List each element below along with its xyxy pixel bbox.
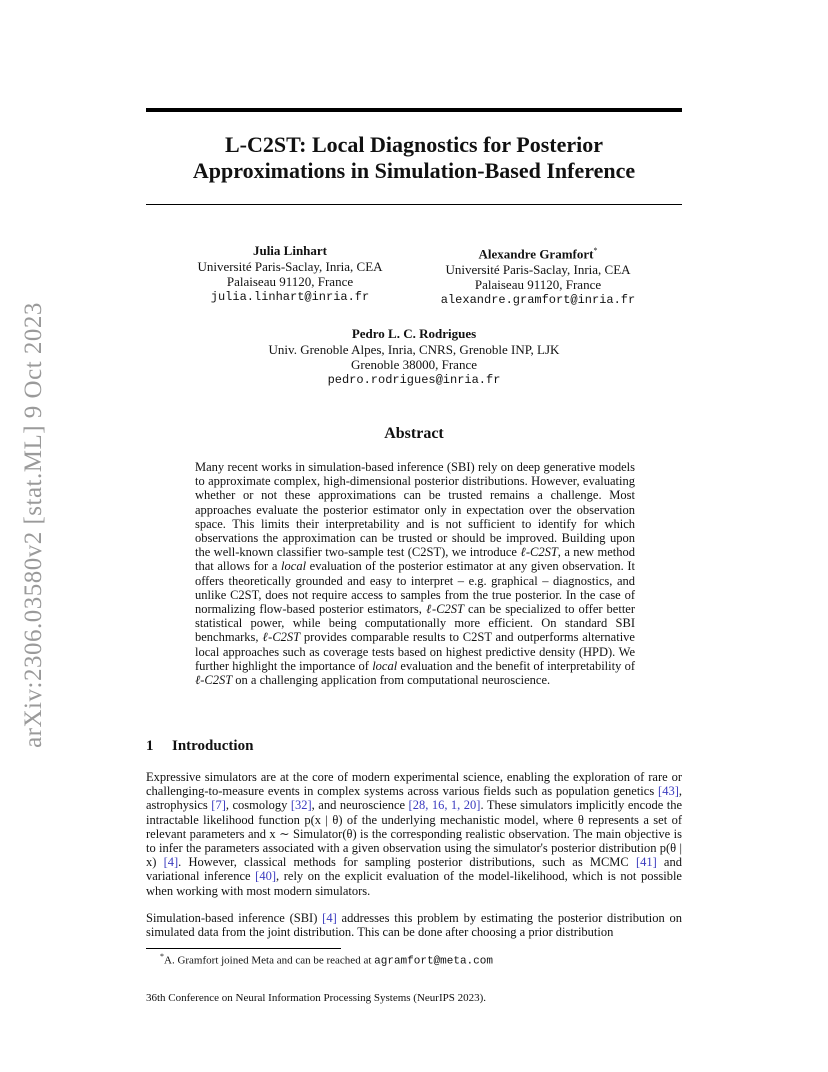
citation-link[interactable]: [32] (290, 798, 312, 813)
footnote-email[interactable]: agramfort@meta.com (374, 955, 493, 968)
author-address: Grenoble 38000, France (351, 357, 477, 372)
citation-link[interactable]: [43] (658, 784, 679, 799)
citation-link[interactable]: [41] (635, 855, 657, 870)
abstract-heading: Abstract (384, 425, 444, 442)
author-name: Julia Linhart (252, 243, 328, 258)
author-email[interactable]: julia.linhart@inria.fr (210, 289, 370, 304)
citation-link[interactable]: [40] (255, 869, 276, 884)
title-line-1: L-C2ST: Local Diagnostics for Posterior (224, 132, 604, 157)
section-title: Introduction (172, 738, 254, 754)
author-address: Palaiseau 91120, France (474, 277, 602, 293)
citation-link[interactable]: [7] (211, 798, 226, 813)
arxiv-id: arXiv:2306.03580v2 [stat.ML] 9 Oct 2023 (20, 302, 47, 748)
author-footnote-mark: * (593, 246, 598, 255)
author-affiliation: Université Paris-Saclay, Inria, CEA (197, 258, 383, 274)
author-name: Alexandre Gramfort* (478, 246, 598, 262)
title-line-2: Approximations in Simulation-Based Inference (192, 158, 636, 183)
author-email[interactable]: alexandre.gramfort@inria.fr (440, 292, 636, 307)
author-block-2 (428, 243, 648, 308)
footnote-rule (146, 948, 341, 949)
author-name: Pedro L. C. Rodrigues (351, 326, 477, 341)
section-number: 1 (146, 738, 154, 754)
author-affiliation: Univ. Grenoble Alpes, Inria, CNRS, Grenoble INP, LJK (268, 341, 560, 357)
author-email[interactable]: pedro.rodrigues@inria.fr (327, 372, 501, 387)
abstract-text: Many recent works in simulation-based inference (SBI) rely on deep generative models to approximate complex, high-dimensional posterior distributions. However, evaluating whether or not these approximations can be trusted remains a challenge. Most approaches evaluate the posterior estimator only in expectation over the observation space. This limits their interpretability and is not sufficient to identify for which observations the approximation can be trusted or should be improved. Building upon the well-known classifier two-sample test (C2ST), we introduce ℓ-C2ST, a new method that allows for a local evaluation of the posterior estimator at any given observation. It offers theoretically grounded and easy to interpret – e.g. graphical – diagnostics, and unlike C2ST, does not require access to samples from the true posterior. In the case of normalizing flow-based posterior estimators, ℓ-C2ST can be specialized to offer better statistical power, while being computationally more efficient. On standard SBI benchmarks, ℓ-C2ST provides comparable results to C2ST and outperforms alternative local approaches such as coverage tests based on highest predictive density (HPD). We further highlight the importance of local evaluation and the benefit of interpretability of ℓ-C2ST on a challenging application from computational neuroscience. (195, 460, 635, 688)
intro-paragraph-2: Simulation-based inference (SBI) [4] addresses this problem by estimating the posterior distribution on simulated data from the joint distribution. This can be done after choosing a prior distribution (146, 911, 682, 940)
conference-note: 36th Conference on Neural Information Processing Systems (NeurIPS 2023). (146, 992, 487, 1004)
author-block-1 (180, 243, 400, 305)
arxiv-sidebar-stamp (16, 290, 52, 760)
title-bottom-rule (146, 204, 682, 205)
title-top-rule (146, 108, 682, 112)
author-address: Palaiseau 91120, France (226, 274, 354, 289)
intro-paragraph-1: Expressive simulators are at the core of modern experimental science, enabling the exploration of rare or challenging-to-measure events in complex systems across various fields such as population genetics [43], astrophysics [7], cosmology [32], and neuroscience [28, 16, 1, 20]. These simulators implicitly encode the intractable likelihood function p(x | θ) of the underlying mechanistic model, where θ represents a set of relevant parameters and x ∼ Simulator(θ) is the corresponding realistic observation. The main objective is to infer the parameters associated with a given observation using the simulator's posterior distribution p(θ | x) [4]. However, classical methods for sampling posterior distributions, such as MCMC [41] and variational inference [40], rely on the explicit evaluation of the model-likelihood, which is not possible when working with most modern simulators. (146, 770, 683, 898)
footnote-mark: * (160, 952, 164, 961)
citation-link[interactable]: [4] (163, 855, 179, 870)
author-affiliation: Université Paris-Saclay, Inria, CEA (445, 261, 631, 277)
citation-link[interactable]: [4] (322, 911, 337, 925)
author-block-3 (240, 326, 588, 388)
footnote: *A. Gramfort joined Meta and can be reached at agramfort@meta.com (160, 952, 493, 968)
citation-link[interactable]: [28, 16, 1, 20] (408, 798, 481, 813)
paper-title (146, 132, 682, 184)
section-heading-introduction (146, 738, 253, 755)
